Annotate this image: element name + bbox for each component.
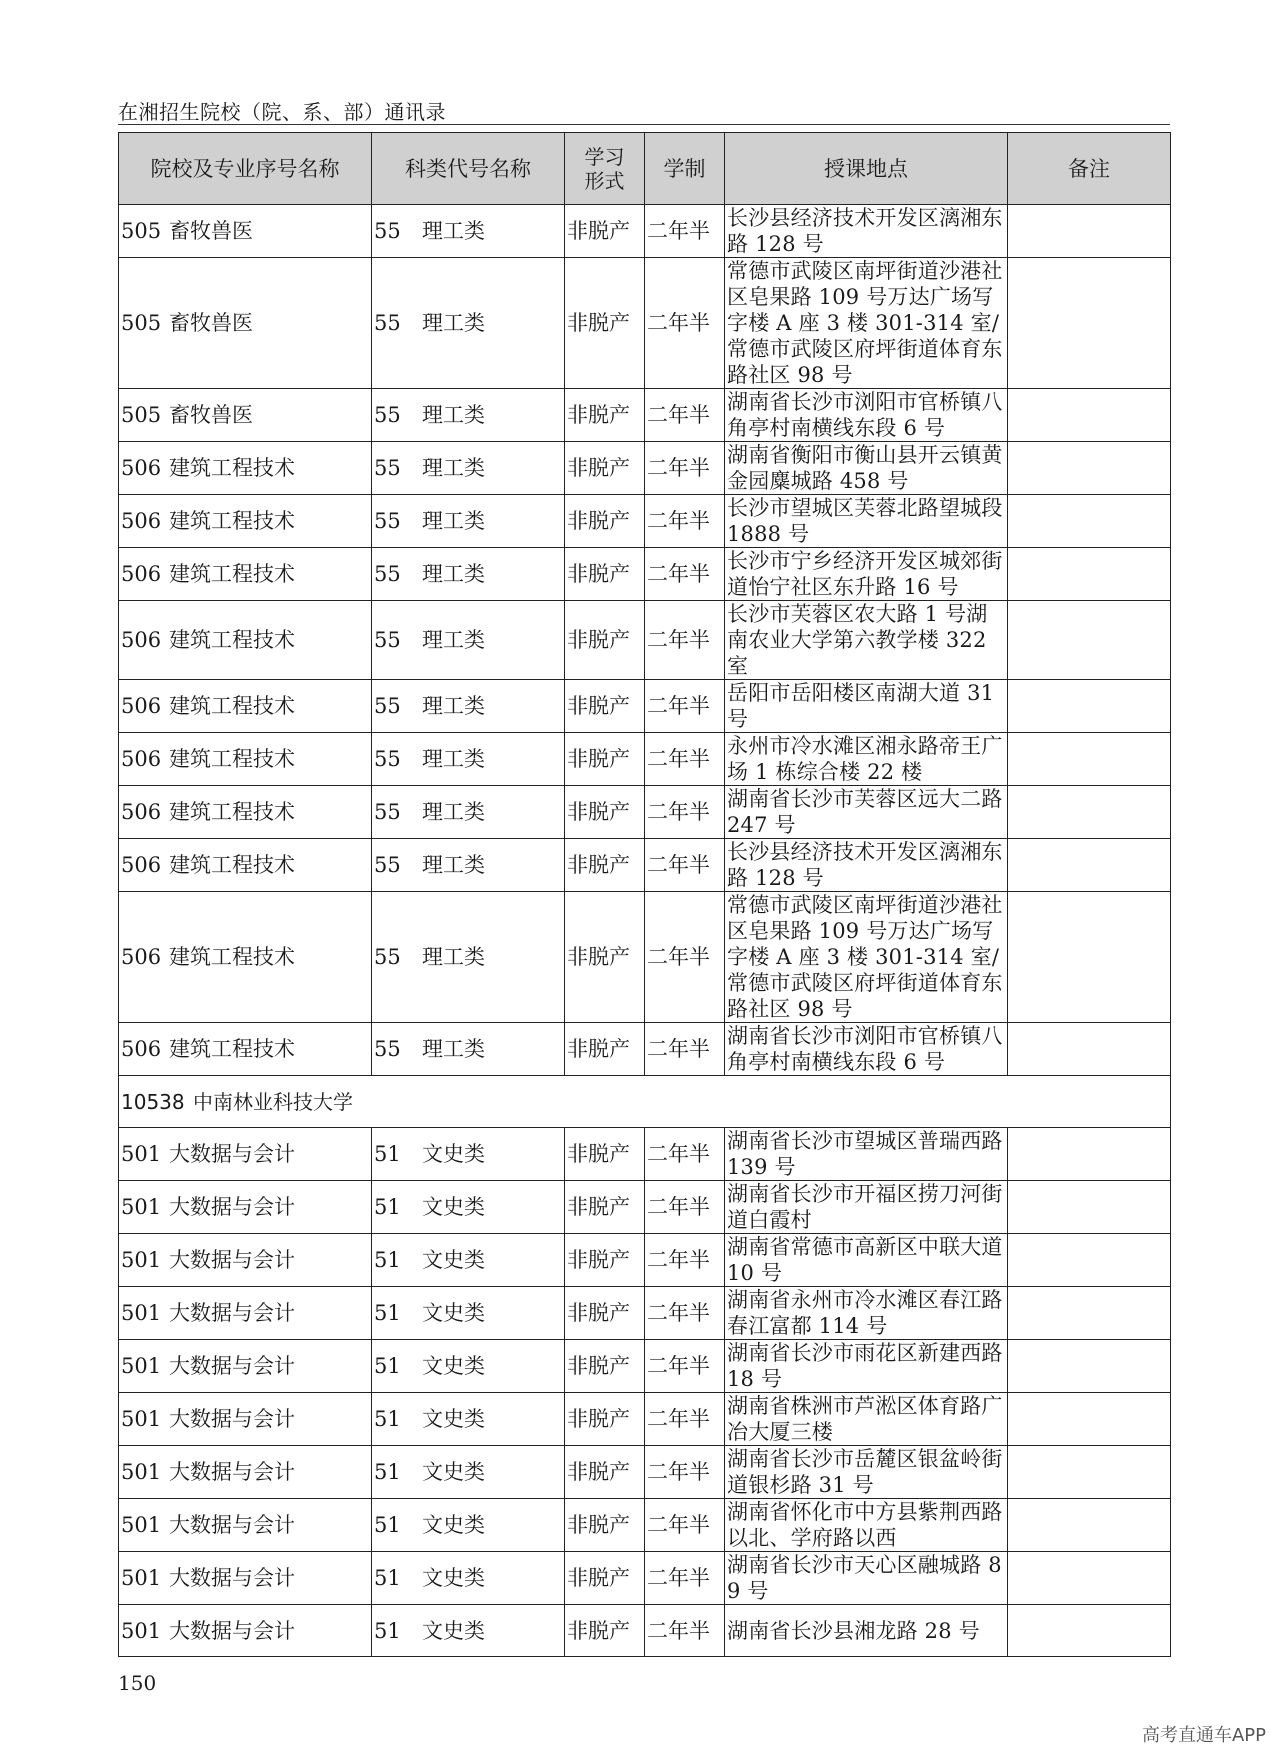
- major-code: 501: [121, 1195, 162, 1219]
- category-cell: [372, 1393, 565, 1446]
- major-name: 大数据与会计: [169, 1407, 295, 1431]
- location-cell: 湖南省长沙市天心区融城路 89 号: [725, 1552, 1008, 1605]
- notes-cell: [1008, 1446, 1171, 1499]
- study-form-cell: 非脱产: [565, 680, 645, 733]
- duration-cell: 二年半: [645, 892, 725, 1023]
- major-name: 建筑工程技术: [169, 628, 295, 652]
- table-row: [119, 733, 1171, 786]
- location-cell: 长沙市宁乡经济开发区城郊街道怡宁社区东升路 16 号: [725, 548, 1008, 601]
- study-form-cell: 非脱产: [565, 1499, 645, 1552]
- major-cell: [119, 1340, 372, 1393]
- category-cell: [372, 1499, 565, 1552]
- category-name: 文史类: [422, 1248, 485, 1272]
- category-code: 51: [374, 1407, 401, 1431]
- major-code: 505: [121, 311, 162, 335]
- major-cell: [119, 839, 372, 892]
- location-cell: 长沙市望城区芙蓉北路望城段 1888 号: [725, 495, 1008, 548]
- watermark: 高考直通车APP: [1141, 1725, 1266, 1746]
- study-form-cell: 非脱产: [565, 1446, 645, 1499]
- duration-cell: 二年半: [645, 1393, 725, 1446]
- study-form-cell: 非脱产: [565, 1552, 645, 1605]
- category-cell: [372, 1128, 565, 1181]
- study-form-cell: 非脱产: [565, 839, 645, 892]
- table-row: [119, 1023, 1171, 1076]
- major-code: 506: [121, 800, 162, 824]
- category-name: 理工类: [422, 311, 485, 335]
- category-cell: [372, 548, 565, 601]
- study-form-cell: 非脱产: [565, 892, 645, 1023]
- study-form-cell: 非脱产: [565, 1181, 645, 1234]
- major-code: 501: [121, 1301, 162, 1325]
- major-cell: [119, 258, 372, 389]
- category-cell: [372, 1234, 565, 1287]
- duration-cell: 二年半: [645, 1128, 725, 1181]
- notes-cell: [1008, 1340, 1171, 1393]
- major-code: 506: [121, 945, 162, 969]
- major-cell: [119, 1287, 372, 1340]
- table-row: [119, 1181, 1171, 1234]
- major-cell: [119, 786, 372, 839]
- category-name: 理工类: [422, 456, 485, 480]
- running-header: 在湘招生院校（院、系、部）通讯录: [118, 100, 446, 124]
- table-row: [119, 786, 1171, 839]
- table-row: [119, 1234, 1171, 1287]
- major-name: 建筑工程技术: [169, 853, 295, 877]
- study-form-cell: 非脱产: [565, 1340, 645, 1393]
- duration-cell: 二年半: [645, 442, 725, 495]
- duration-cell: 二年半: [645, 839, 725, 892]
- category-code: 51: [374, 1142, 401, 1166]
- study-form-cell: 非脱产: [565, 495, 645, 548]
- duration-cell: 二年半: [645, 1234, 725, 1287]
- location-cell: 长沙县经济技术开发区漓湘东路 128 号: [725, 839, 1008, 892]
- category-name: 文史类: [422, 1460, 485, 1484]
- study-form-cell: 非脱产: [565, 1393, 645, 1446]
- major-cell: [119, 205, 372, 258]
- category-code: 55: [374, 311, 401, 335]
- major-name: 大数据与会计: [169, 1195, 295, 1219]
- major-name: 畜牧兽医: [169, 403, 253, 427]
- category-code: 51: [374, 1195, 401, 1219]
- duration-cell: 二年半: [645, 495, 725, 548]
- duration-cell: 二年半: [645, 1446, 725, 1499]
- major-name: 大数据与会计: [169, 1618, 295, 1643]
- major-cell: [119, 1446, 372, 1499]
- table-row: [119, 1287, 1171, 1340]
- location-cell: 湖南省长沙市雨花区新建西路 18 号: [725, 1340, 1008, 1393]
- category-name: 文史类: [422, 1354, 485, 1378]
- header-rule: [118, 124, 1170, 125]
- major-cell: [119, 892, 372, 1023]
- major-cell: [119, 1234, 372, 1287]
- duration-cell: 二年半: [645, 389, 725, 442]
- major-code: 501: [121, 1618, 162, 1643]
- duration-cell: 二年半: [645, 548, 725, 601]
- major-name: 大数据与会计: [169, 1460, 295, 1484]
- table-row: [119, 548, 1171, 601]
- major-name: 畜牧兽医: [169, 311, 253, 335]
- study-form-cell: 非脱产: [565, 1605, 645, 1657]
- major-name: 建筑工程技术: [169, 509, 295, 533]
- category-name: 文史类: [422, 1618, 485, 1643]
- notes-cell: [1008, 389, 1171, 442]
- institution-cell: [119, 1076, 1171, 1128]
- study-form-cell: 非脱产: [565, 548, 645, 601]
- duration-cell: 二年半: [645, 1605, 725, 1657]
- category-code: 55: [374, 694, 401, 718]
- major-cell: [119, 389, 372, 442]
- table-row: [119, 680, 1171, 733]
- category-code: 55: [374, 562, 401, 586]
- table-row: [119, 1128, 1171, 1181]
- study-form-cell: 非脱产: [565, 1287, 645, 1340]
- major-code: 506: [121, 562, 162, 586]
- major-code: 506: [121, 456, 162, 480]
- major-name: 大数据与会计: [169, 1566, 295, 1590]
- category-code: 55: [374, 403, 401, 427]
- directory-table: [118, 132, 1171, 1657]
- major-name: 大数据与会计: [169, 1354, 295, 1378]
- major-name: 大数据与会计: [169, 1142, 295, 1166]
- major-code: 501: [121, 1354, 162, 1378]
- col-header-major: 院校及专业序号名称: [119, 133, 372, 205]
- category-name: 理工类: [422, 800, 485, 824]
- major-code: 501: [121, 1566, 162, 1590]
- location-cell: 长沙市芙蓉区农大路 1 号湖南农业大学第六教学楼 322 室: [725, 601, 1008, 680]
- notes-cell: [1008, 786, 1171, 839]
- notes-cell: [1008, 1181, 1171, 1234]
- category-cell: [372, 1552, 565, 1605]
- category-cell: [372, 1340, 565, 1393]
- location-cell: 湖南省衡阳市衡山县开云镇黄金园麋城路 458 号: [725, 442, 1008, 495]
- notes-cell: [1008, 442, 1171, 495]
- table-row: [119, 892, 1171, 1023]
- duration-cell: 二年半: [645, 680, 725, 733]
- category-name: 理工类: [422, 219, 485, 243]
- category-code: 55: [374, 747, 401, 771]
- col-header-category: 科类代号名称: [372, 133, 565, 205]
- major-code: 506: [121, 1037, 162, 1061]
- category-code: 51: [374, 1460, 401, 1484]
- study-form-cell: 非脱产: [565, 1128, 645, 1181]
- location-cell: 湖南省长沙市开福区捞刀河街道白霞村: [725, 1181, 1008, 1234]
- major-name: 建筑工程技术: [169, 456, 295, 480]
- notes-cell: [1008, 1605, 1171, 1657]
- notes-cell: [1008, 495, 1171, 548]
- location-cell: 永州市冷水滩区湘永路帝王广场 1 栋综合楼 22 楼: [725, 733, 1008, 786]
- table-row: [119, 495, 1171, 548]
- major-cell: [119, 680, 372, 733]
- category-cell: [372, 1181, 565, 1234]
- category-cell: [372, 442, 565, 495]
- major-cell: [119, 1128, 372, 1181]
- duration-cell: 二年半: [645, 205, 725, 258]
- location-cell: 湖南省永州市冷水滩区春江路春江富都 114 号: [725, 1287, 1008, 1340]
- category-cell: [372, 892, 565, 1023]
- duration-cell: 二年半: [645, 1287, 725, 1340]
- major-name: 建筑工程技术: [169, 562, 295, 586]
- duration-cell: 二年半: [645, 1181, 725, 1234]
- major-cell: [119, 1181, 372, 1234]
- category-name: 理工类: [422, 747, 485, 771]
- study-form-cell: 非脱产: [565, 733, 645, 786]
- category-name: 文史类: [422, 1301, 485, 1325]
- location-cell: 湖南省长沙县湘龙路 28 号: [725, 1605, 1008, 1657]
- page-number: 150: [118, 1671, 157, 1695]
- duration-cell: 二年半: [645, 786, 725, 839]
- table-row: [119, 1552, 1171, 1605]
- category-name: 理工类: [422, 509, 485, 533]
- category-name: 文史类: [422, 1513, 485, 1537]
- major-code: 501: [121, 1248, 162, 1272]
- notes-cell: [1008, 1393, 1171, 1446]
- table-header-row: [119, 133, 1171, 205]
- category-cell: [372, 1446, 565, 1499]
- location-cell: 常德市武陵区南坪街道沙港社区皂果路 109 号万达广场写字楼 A 座 3 楼 301-314 室/常德市武陵区府坪街道体育东路社区 98 号: [725, 258, 1008, 389]
- location-cell: 湖南省长沙市望城区普瑞西路 139 号: [725, 1128, 1008, 1181]
- table-row: [119, 601, 1171, 680]
- col-header-location: 授课地点: [725, 133, 1008, 205]
- notes-cell: [1008, 1234, 1171, 1287]
- col-header-notes: 备注: [1008, 133, 1171, 205]
- location-cell: 长沙县经济技术开发区漓湘东路 128 号: [725, 205, 1008, 258]
- major-cell: [119, 495, 372, 548]
- category-name: 文史类: [422, 1566, 485, 1590]
- table-body: [119, 205, 1171, 1657]
- location-cell: 湖南省怀化市中方县紫荆西路以北、学府路以西: [725, 1499, 1008, 1552]
- institution-name: 中南林业科技大学: [193, 1089, 353, 1114]
- major-cell: [119, 1499, 372, 1552]
- major-code: 505: [121, 403, 162, 427]
- category-cell: [372, 680, 565, 733]
- major-code: 501: [121, 1513, 162, 1537]
- notes-cell: [1008, 733, 1171, 786]
- category-code: 51: [374, 1618, 401, 1643]
- institution-code: 10538: [121, 1089, 185, 1114]
- major-code: 506: [121, 628, 162, 652]
- category-cell: [372, 1287, 565, 1340]
- study-form-cell: 非脱产: [565, 389, 645, 442]
- category-name: 理工类: [422, 628, 485, 652]
- category-cell: [372, 839, 565, 892]
- table-row: [119, 1446, 1171, 1499]
- study-form-cell: 非脱产: [565, 258, 645, 389]
- category-cell: [372, 601, 565, 680]
- table-row: [119, 1605, 1171, 1657]
- col-header-form: [565, 133, 645, 205]
- major-name: 建筑工程技术: [169, 800, 295, 824]
- major-name: 大数据与会计: [169, 1248, 295, 1272]
- category-code: 51: [374, 1566, 401, 1590]
- major-cell: [119, 601, 372, 680]
- category-cell: [372, 1605, 565, 1657]
- notes-cell: [1008, 258, 1171, 389]
- location-cell: 湖南省长沙市浏阳市官桥镇八角亭村南横线东段 6 号: [725, 389, 1008, 442]
- major-code: 501: [121, 1407, 162, 1431]
- category-code: 55: [374, 219, 401, 243]
- category-name: 理工类: [422, 403, 485, 427]
- notes-cell: [1008, 1023, 1171, 1076]
- major-code: 505: [121, 219, 162, 243]
- duration-cell: 二年半: [645, 1499, 725, 1552]
- table-row: [119, 258, 1171, 389]
- category-code: 55: [374, 945, 401, 969]
- location-cell: 岳阳市岳阳楼区南湖大道 31 号: [725, 680, 1008, 733]
- notes-cell: [1008, 205, 1171, 258]
- duration-cell: 二年半: [645, 1023, 725, 1076]
- study-form-cell: 非脱产: [565, 442, 645, 495]
- notes-cell: [1008, 892, 1171, 1023]
- category-name: 文史类: [422, 1142, 485, 1166]
- col-header-duration: 学制: [645, 133, 725, 205]
- major-name: 建筑工程技术: [169, 945, 295, 969]
- table-row: [119, 1393, 1171, 1446]
- notes-cell: [1008, 1287, 1171, 1340]
- category-name: 文史类: [422, 1407, 485, 1431]
- major-code: 501: [121, 1142, 162, 1166]
- table-row: [119, 1340, 1171, 1393]
- category-code: 55: [374, 1037, 401, 1061]
- study-form-cell: 非脱产: [565, 601, 645, 680]
- notes-cell: [1008, 1552, 1171, 1605]
- major-code: 506: [121, 853, 162, 877]
- category-cell: [372, 1023, 565, 1076]
- notes-cell: [1008, 680, 1171, 733]
- location-cell: 湖南省常德市高新区中联大道 10 号: [725, 1234, 1008, 1287]
- location-cell: 湖南省长沙市芙蓉区远大二路 247 号: [725, 786, 1008, 839]
- category-code: 55: [374, 853, 401, 877]
- category-cell: [372, 733, 565, 786]
- major-name: 建筑工程技术: [169, 1037, 295, 1061]
- category-name: 理工类: [422, 694, 485, 718]
- major-name: 大数据与会计: [169, 1301, 295, 1325]
- major-cell: [119, 1393, 372, 1446]
- table-row: [119, 205, 1171, 258]
- category-code: 51: [374, 1301, 401, 1325]
- major-name: 大数据与会计: [169, 1513, 295, 1537]
- duration-cell: 二年半: [645, 733, 725, 786]
- notes-cell: [1008, 548, 1171, 601]
- category-name: 理工类: [422, 945, 485, 969]
- major-cell: [119, 1605, 372, 1657]
- study-form-cell: 非脱产: [565, 1234, 645, 1287]
- study-form-cell: 非脱产: [565, 786, 645, 839]
- major-code: 506: [121, 509, 162, 533]
- category-code: 51: [374, 1248, 401, 1272]
- notes-cell: [1008, 1128, 1171, 1181]
- location-cell: 常德市武陵区南坪街道沙港社区皂果路 109 号万达广场写字楼 A 座 3 楼 301-314 室/常德市武陵区府坪街道体育东路社区 98 号: [725, 892, 1008, 1023]
- category-code: 51: [374, 1513, 401, 1537]
- category-code: 55: [374, 456, 401, 480]
- category-name: 理工类: [422, 562, 485, 586]
- major-name: 建筑工程技术: [169, 747, 295, 771]
- major-cell: [119, 548, 372, 601]
- major-code: 501: [121, 1460, 162, 1484]
- study-form-cell: 非脱产: [565, 205, 645, 258]
- category-cell: [372, 205, 565, 258]
- table-row: [119, 1499, 1171, 1552]
- major-cell: [119, 1023, 372, 1076]
- category-code: 55: [374, 800, 401, 824]
- major-code: 506: [121, 747, 162, 771]
- col-header-form-text: 学习形式: [584, 144, 625, 193]
- duration-cell: 二年半: [645, 1340, 725, 1393]
- category-code: 51: [374, 1354, 401, 1378]
- major-name: 建筑工程技术: [169, 694, 295, 718]
- category-cell: [372, 495, 565, 548]
- institution-section-row: [119, 1076, 1171, 1128]
- notes-cell: [1008, 1499, 1171, 1552]
- major-code: 506: [121, 694, 162, 718]
- location-cell: 湖南省长沙市浏阳市官桥镇八角亭村南横线东段 6 号: [725, 1023, 1008, 1076]
- table-row: [119, 442, 1171, 495]
- major-cell: [119, 1552, 372, 1605]
- notes-cell: [1008, 839, 1171, 892]
- category-name: 文史类: [422, 1195, 485, 1219]
- table-row: [119, 839, 1171, 892]
- major-cell: [119, 442, 372, 495]
- category-cell: [372, 258, 565, 389]
- major-name: 畜牧兽医: [169, 219, 253, 243]
- duration-cell: 二年半: [645, 1552, 725, 1605]
- duration-cell: 二年半: [645, 601, 725, 680]
- notes-cell: [1008, 601, 1171, 680]
- location-cell: 湖南省株洲市芦淞区体育路广冶大厦三楼: [725, 1393, 1008, 1446]
- major-cell: [119, 733, 372, 786]
- study-form-cell: 非脱产: [565, 1023, 645, 1076]
- category-name: 理工类: [422, 853, 485, 877]
- table-row: [119, 389, 1171, 442]
- category-cell: [372, 389, 565, 442]
- location-cell: 湖南省长沙市岳麓区银盆岭街道银杉路 31 号: [725, 1446, 1008, 1499]
- category-cell: [372, 786, 565, 839]
- duration-cell: 二年半: [645, 258, 725, 389]
- category-code: 55: [374, 509, 401, 533]
- category-code: 55: [374, 628, 401, 652]
- category-name: 理工类: [422, 1037, 485, 1061]
